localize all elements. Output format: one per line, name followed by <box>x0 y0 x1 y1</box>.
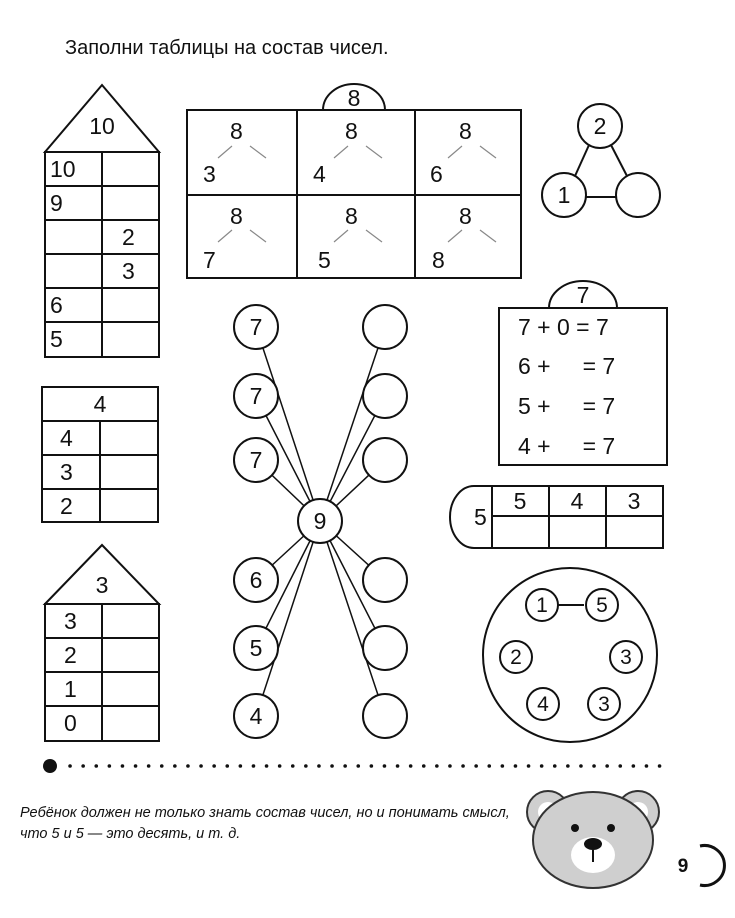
ring-number: 5 <box>596 594 608 617</box>
grid-8-left: 7 <box>203 247 216 273</box>
house-10-cell[interactable]: 2 <box>122 224 135 250</box>
house-10-cell[interactable]: 3 <box>122 258 135 284</box>
star-left-number: 5 <box>249 635 263 661</box>
row-5-top: 4 <box>570 488 584 514</box>
bear-illustration <box>527 791 659 888</box>
table-4-header: 4 <box>93 391 107 417</box>
star-left-number: 4 <box>249 703 263 729</box>
star-left-number: 7 <box>249 314 263 340</box>
house-10-cell[interactable]: 9 <box>50 190 63 216</box>
sum-7-equation[interactable]: 6 + = 7 <box>518 353 616 379</box>
sum-7-equation[interactable]: 7 + 0 = 7 <box>518 314 609 340</box>
row-5-top: 5 <box>513 488 527 514</box>
grid-8-left: 6 <box>430 161 443 187</box>
grid-8-top: 8 <box>459 118 472 144</box>
grid-8-top: 8 <box>345 203 358 229</box>
triangle-left: 1 <box>557 182 571 208</box>
ring-number: 2 <box>510 646 522 669</box>
ring-number: 3 <box>620 646 632 669</box>
triangle-top: 2 <box>593 113 607 139</box>
house-10-cell[interactable]: 5 <box>50 326 63 352</box>
sum-7-label: 7 <box>576 282 590 308</box>
house-3-cell[interactable]: 2 <box>64 642 77 668</box>
grid-8-label: 8 <box>347 85 361 111</box>
house-10-cell[interactable]: 6 <box>50 292 63 318</box>
house-10-cell[interactable]: 10 <box>50 156 76 182</box>
ring-number: 1 <box>536 594 548 617</box>
star-left-number: 7 <box>249 383 263 409</box>
task-title: Заполни таблицы на состав чисел. <box>65 37 389 59</box>
house-10-roof: 10 <box>89 113 115 139</box>
table-4-cell[interactable]: 4 <box>60 425 73 451</box>
grid-8-left: 8 <box>432 247 445 273</box>
house-3-cell[interactable]: 0 <box>64 710 77 736</box>
table-4-cell[interactable]: 3 <box>60 459 73 485</box>
page-number: 9 <box>677 856 689 877</box>
parent-note: Ребёнок должен не только знать состав чисел, но и понимать смысл, что 5 и 5 — это десять, и т. д. <box>20 805 510 842</box>
row-5-top: 3 <box>627 488 641 514</box>
sum-7-equation[interactable]: 5 + = 7 <box>518 393 616 419</box>
grid-8-left: 3 <box>203 161 216 187</box>
house-3-roof: 3 <box>95 572 109 598</box>
grid-8-left: 4 <box>313 161 326 187</box>
house-3-cell[interactable]: 1 <box>64 676 77 702</box>
sum-7-equation[interactable]: 4 + = 7 <box>518 433 616 459</box>
star-left-number: 7 <box>249 447 263 473</box>
row-5-label: 5 <box>474 504 487 530</box>
ring-number: 4 <box>537 693 549 716</box>
star-center: 9 <box>313 508 327 534</box>
grid-8-top: 8 <box>459 203 472 229</box>
ring-number: 3 <box>598 693 610 716</box>
grid-8-left: 5 <box>318 247 331 273</box>
house-3-cell[interactable]: 3 <box>64 608 77 634</box>
grid-8-top: 8 <box>230 118 243 144</box>
grid-8-top: 8 <box>230 203 243 229</box>
grid-8-top: 8 <box>345 118 358 144</box>
table-4-cell[interactable]: 2 <box>60 493 73 519</box>
star-left-number: 6 <box>249 567 263 593</box>
